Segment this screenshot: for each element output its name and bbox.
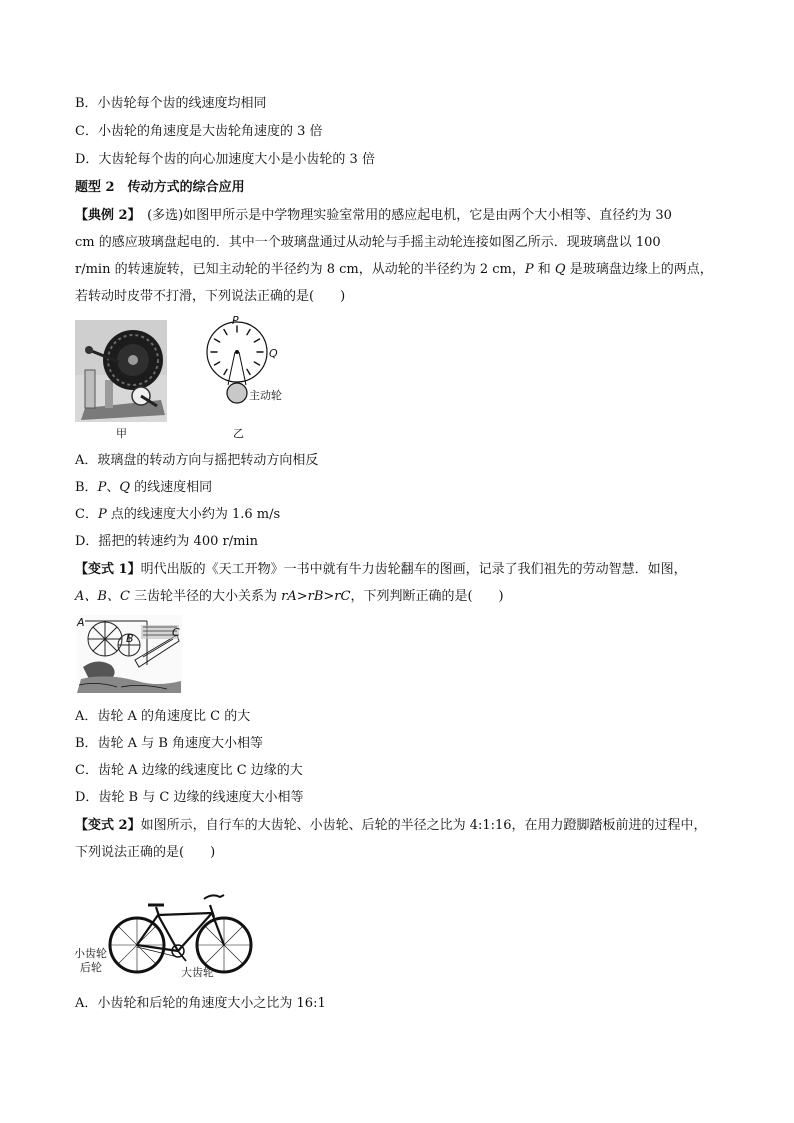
bicycle-diagram	[100, 885, 260, 980]
example2-line1	[75, 205, 735, 227]
bicycle-label-small-gear: 小齿轮	[74, 947, 107, 960]
variant2-line1	[75, 815, 735, 837]
variant1-option-a: A．齿轮 A 的角速度比 C 的大	[75, 709, 251, 724]
section-title: 题型 2 传动方式的综合应用	[75, 180, 245, 195]
variant2-line2: 下列说法正确的是( )	[75, 845, 216, 860]
example2-text3c: 是玻璃盘边缘上的两点，	[565, 262, 713, 277]
waterwheel-woodcut	[77, 615, 182, 693]
figure-label-drive-wheel: 主动轮	[249, 389, 282, 402]
example2-option-c	[75, 504, 735, 526]
prev-option-b: B．小齿轮每个齿的线速度均相同	[75, 96, 267, 111]
figure-caption-yi: 乙	[233, 427, 244, 440]
variant1-option-b: B．齿轮 A 与 B 角速度大小相等	[75, 736, 264, 751]
woodcut-label-b: B	[126, 632, 134, 645]
variant2-text1: 如图所示，自行车的大齿轮、小齿轮、后轮的半径之比为 4:1:16，在用力蹬脚踏板前进的过程中，	[140, 818, 707, 833]
example2-line4: 若转动时皮带不打滑，下列说法正确的是( )	[75, 289, 346, 304]
example2-text3b: 和	[533, 262, 555, 277]
figure-label-q: Q	[269, 347, 278, 360]
variant1-option-c: C．齿轮 A 边缘的线速度比 C 边缘的大	[75, 763, 303, 778]
example2-option-d: D．摇把的转速约为 400 r/min	[75, 534, 258, 549]
example2-option-c-text: 点的线速度大小约为 1.6 m/s	[106, 507, 281, 522]
woodcut-label-a: A	[77, 616, 85, 629]
variant1-tag: 【变式 1】	[75, 562, 141, 577]
example2-option-b	[75, 477, 735, 499]
variant1-option-d: D．齿轮 B 与 C 边缘的线速度大小相等	[75, 790, 304, 805]
induction-machine-photo	[75, 320, 167, 422]
example2-option-c-p: P	[97, 507, 107, 522]
disc-diagram	[200, 313, 310, 423]
example2-point-p: P	[524, 262, 534, 277]
example2-text3a: r/min 的转速旋转，已知主动轮的半径约为 8 cm，从动轮的半径约为 2 cm，	[75, 262, 525, 277]
figure-label-p: P	[232, 314, 239, 327]
variant1-text1: 明代出版的《天工开物》一书中就有牛力齿轮翻车的图画，记录了我们祖先的劳动智慧．如图，	[140, 562, 687, 577]
bicycle-label-big-gear: 大齿轮	[181, 966, 214, 979]
example2-tag: 【典例 2】	[75, 208, 135, 223]
figure-caption-jia: 甲	[116, 427, 127, 440]
prev-option-d: D．大齿轮每个齿的向心加速度大小是小齿轮的 3 倍	[75, 152, 375, 167]
example2-option-b-sep: 、	[106, 480, 120, 495]
example2-option-b-q: Q	[119, 480, 130, 495]
example2-line2: cm 的感应玻璃盘起电的．其中一个玻璃盘通过从动轮与手摇主动轮连接如图乙所示．现玻璃盘以 100	[75, 235, 661, 250]
bicycle-label-rear-wheel: 后轮	[80, 961, 102, 974]
variant1-relation: rA>rB>rC	[281, 589, 351, 604]
variant2-option-a: A．小齿轮和后轮的角速度大小之比为 16:1	[75, 996, 326, 1011]
variant1-text2: 三齿轮半径的大小关系为	[129, 589, 282, 604]
example2-text1: (多选)如图甲所示是中学物理实验室常用的感应起电机，它是由两个大小相等、直径约为 30	[134, 208, 672, 223]
variant1-gears: A、B、C	[75, 589, 130, 604]
example2-point-q: Q	[554, 262, 566, 277]
variant2-tag: 【变式 2】	[75, 818, 141, 833]
example2-option-b-text: 的线速度相同	[130, 480, 213, 495]
example2-line3	[75, 259, 735, 281]
example2-option-b-p: P	[97, 480, 107, 495]
variant1-line1	[75, 559, 735, 581]
prev-option-c: C．小齿轮的角速度是大齿轮角速度的 3 倍	[75, 124, 323, 139]
example2-option-b-prefix: B．	[75, 480, 98, 495]
example2-option-a: A．玻璃盘的转动方向与摇把转动方向相反	[75, 453, 319, 468]
variant1-line2	[75, 586, 735, 608]
example2-option-c-prefix: C．	[75, 507, 98, 522]
variant1-text2-end: ，下列判断正确的是( )	[350, 589, 504, 604]
woodcut-label-c: C	[172, 626, 180, 639]
